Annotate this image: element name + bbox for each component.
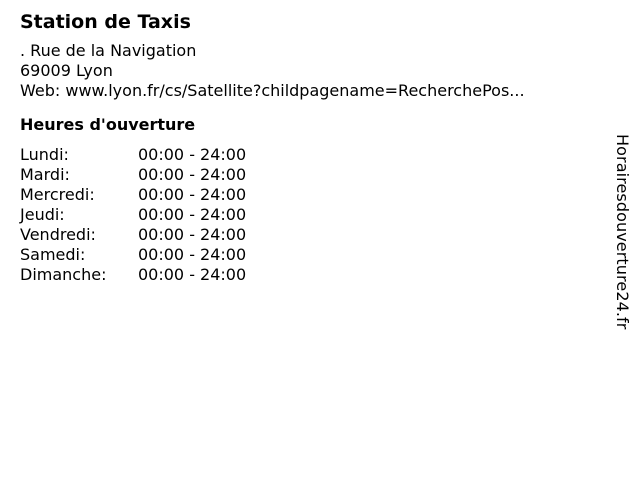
- day-label: Jeudi:: [20, 205, 65, 224]
- hours-row-mercredi: [20, 185, 600, 205]
- time-range: 00:00 - 24:00: [138, 145, 247, 164]
- time-range: 00:00 - 24:00: [138, 165, 247, 184]
- address-line-2: 69009 Lyon: [20, 61, 113, 80]
- web-link[interactable]: Web: www.lyon.fr/cs/Satellite?childpagename=RecherchePos...: [20, 81, 525, 100]
- business-name: Station de Taxis: [20, 11, 191, 33]
- hours-title: Heures d'ouverture: [20, 115, 196, 134]
- address-line-1: . Rue de la Navigation: [20, 41, 197, 60]
- time-range: 00:00 - 24:00: [138, 225, 247, 244]
- business-card: [20, 10, 600, 285]
- hours-row-samedi: [20, 245, 600, 265]
- day-label: Lundi:: [20, 145, 69, 164]
- day-label: Dimanche:: [20, 265, 107, 284]
- hours-row-jeudi: [20, 205, 600, 225]
- day-label: Samedi:: [20, 245, 86, 264]
- day-label: Mardi:: [20, 165, 70, 184]
- day-label: Vendredi:: [20, 225, 96, 244]
- day-label: Mercredi:: [20, 185, 95, 204]
- site-watermark: Horairesdouverture24.fr: [613, 134, 632, 330]
- opening-hours-table: [20, 145, 600, 285]
- time-range: 00:00 - 24:00: [138, 265, 247, 284]
- time-range: 00:00 - 24:00: [138, 185, 247, 204]
- hours-row-vendredi: [20, 225, 600, 245]
- time-range: 00:00 - 24:00: [138, 205, 247, 224]
- hours-row-mardi: [20, 165, 600, 185]
- time-range: 00:00 - 24:00: [138, 245, 247, 264]
- hours-row-lundi: [20, 145, 600, 165]
- hours-row-dimanche: [20, 265, 600, 285]
